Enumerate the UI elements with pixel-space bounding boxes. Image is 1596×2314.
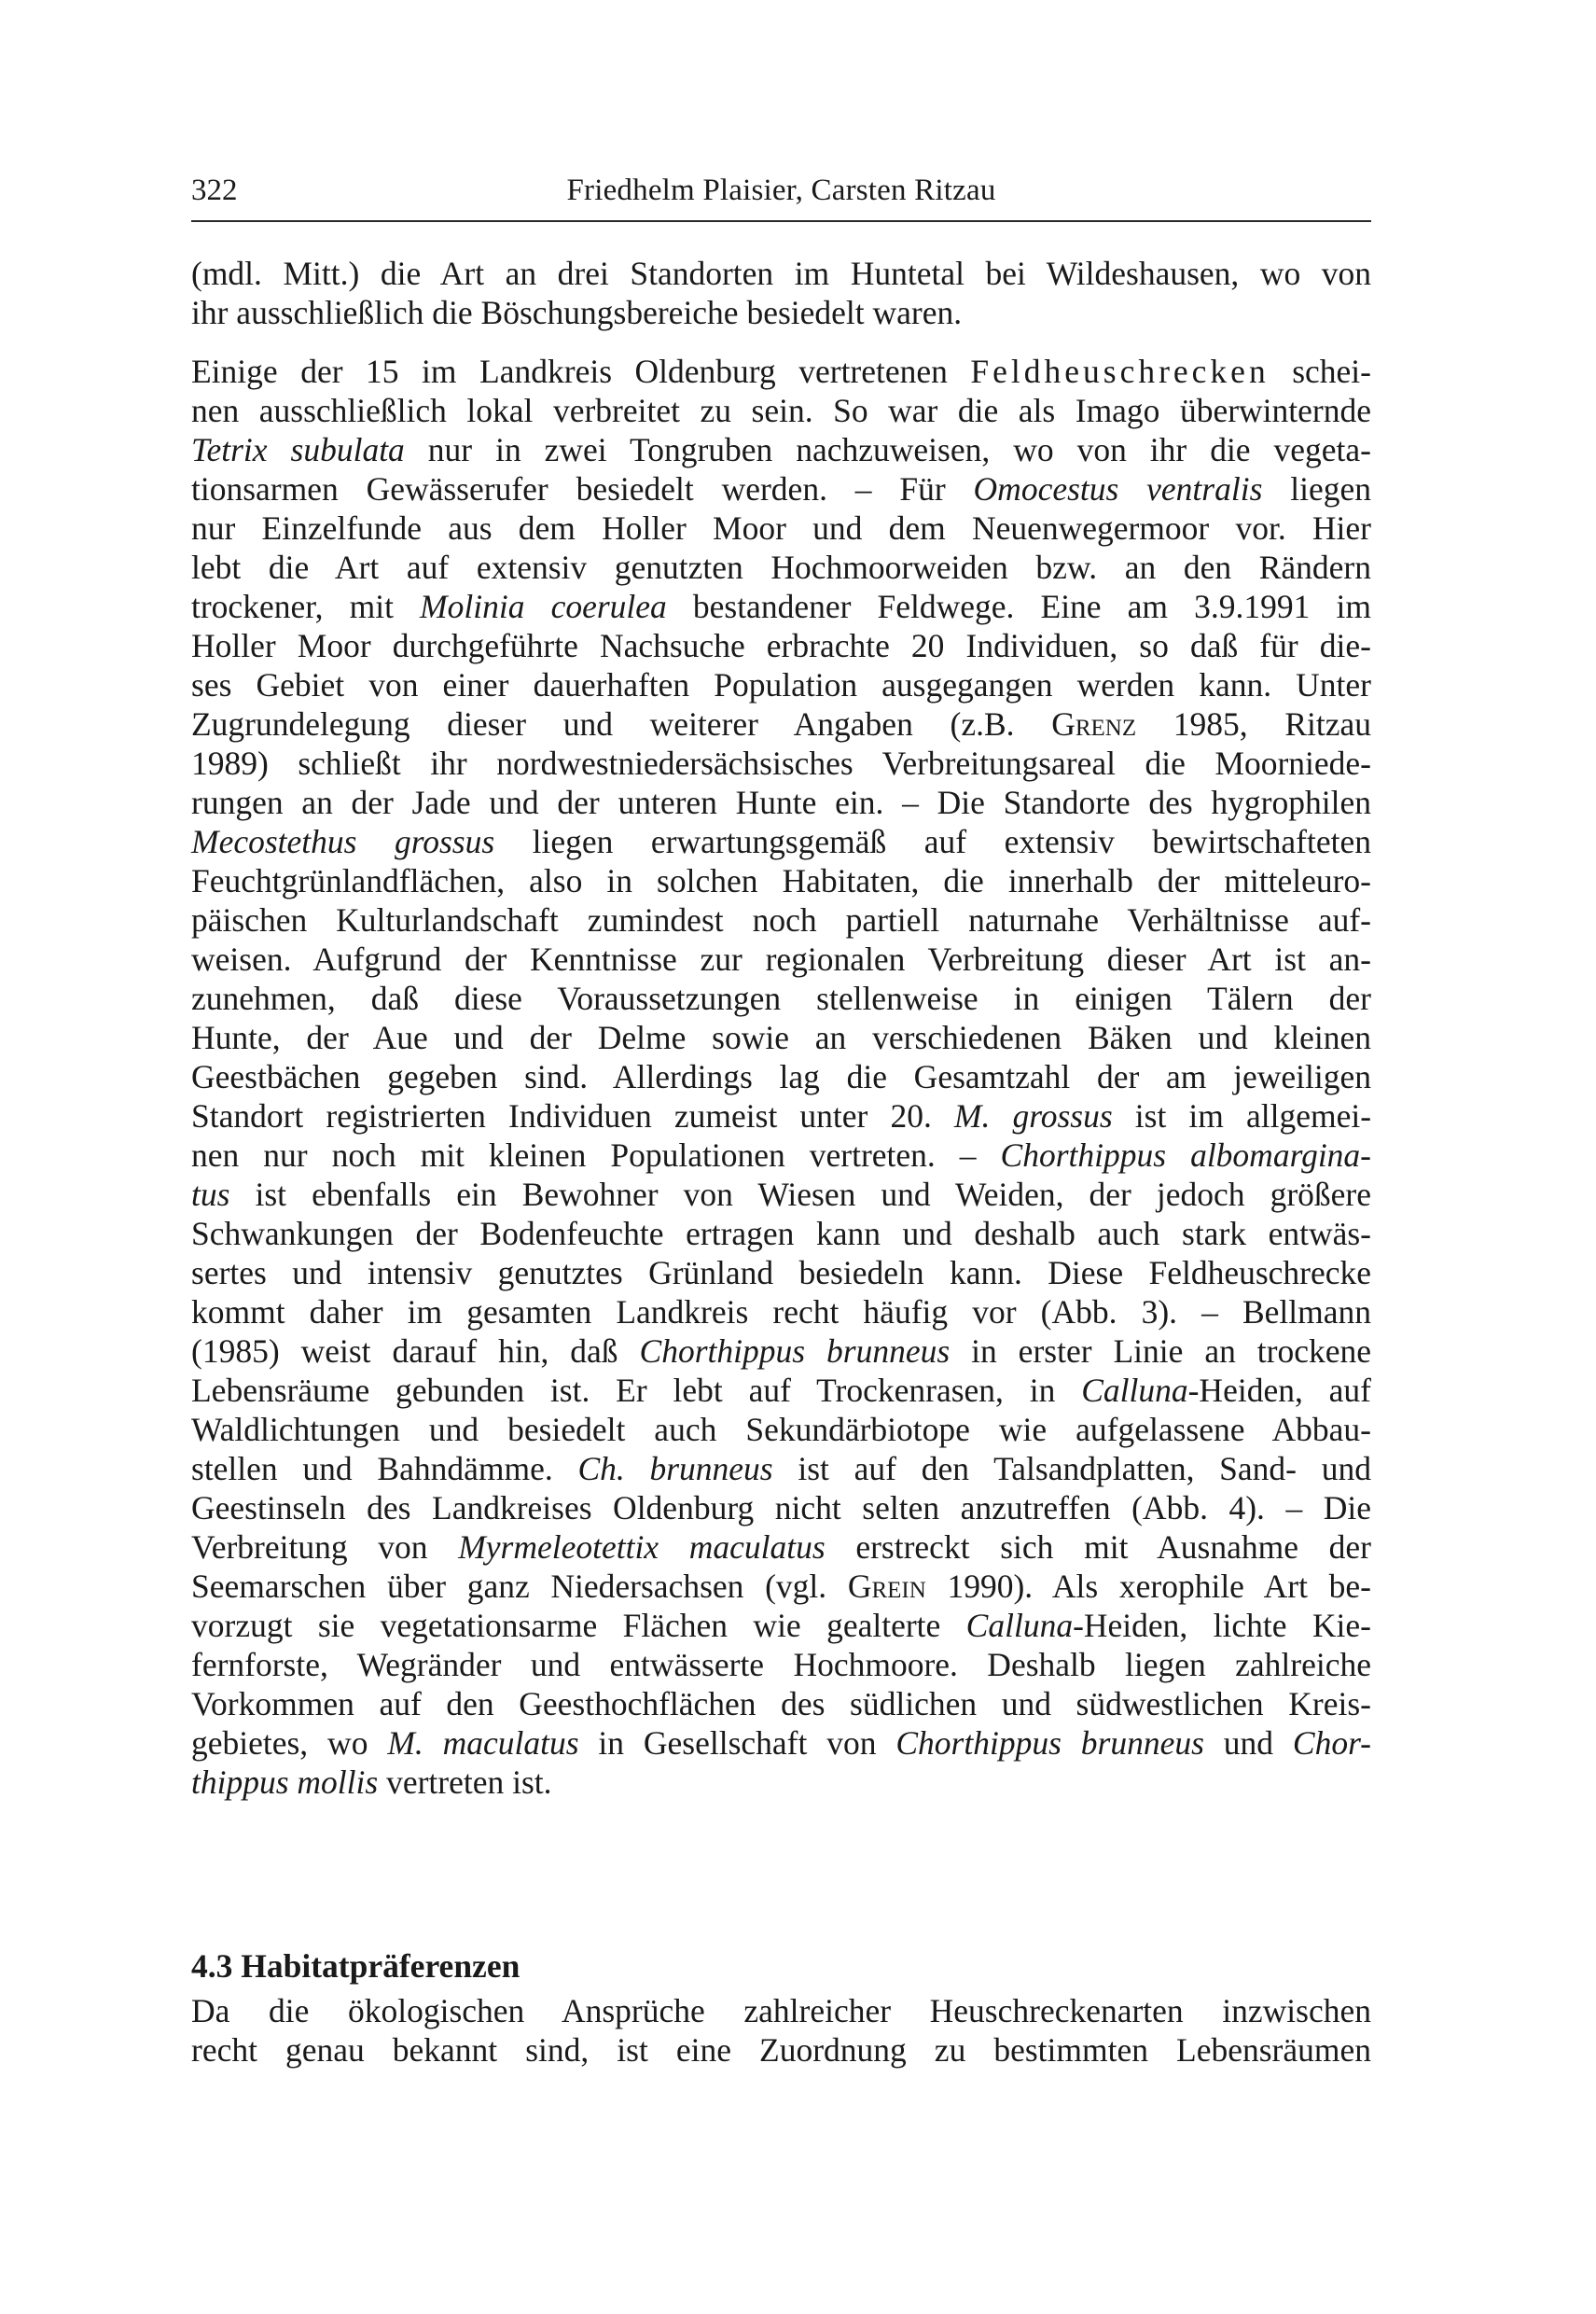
text-line: Einige der 15 im Landkreis Oldenburg vertretenen Feldheuschrecken schei-	[191, 353, 1371, 390]
text-line: 1989) schließt ihr nordwestniedersächsisches Verbreitungsareal die Moorniede-	[191, 745, 1371, 782]
text-line: (mdl. Mitt.) die Art an drei Standorten im Huntetal bei Wildeshausen, wo von	[191, 255, 1371, 292]
text-line: nen ausschließlich lokal verbreitet zu sein. So war die als Imago überwinternde	[191, 392, 1371, 429]
text-line: ses Gebiet von einer dauerhaften Population ausgegangen werden kann. Unter	[191, 666, 1371, 704]
text-line: ihr ausschließlich die Böschungsbereiche besiedelt waren.	[191, 294, 963, 331]
text-line: Zugrundelegung dieser und weiterer Angaben (z.B. Grenz 1985, Ritzau	[191, 705, 1372, 743]
paragraph-1	[191, 254, 1371, 332]
text-line: Geestbächen gegeben sind. Allerdings lag die Gesamtzahl der am jeweiligen	[191, 1058, 1371, 1095]
text-line: thippus mollis vertreten ist.	[191, 1763, 552, 1801]
text-line: Schwankungen der Bodenfeuchte ertragen kann und deshalb auch stark entwäs-	[191, 1215, 1371, 1252]
text-line: Standort registrierten Individuen zumeist unter 20. M. grossus ist im allgemei-	[191, 1097, 1372, 1135]
text-line: Seemarschen über ganz Niedersachsen (vgl. Grein 1990). Als xerophile Art be-	[191, 1568, 1371, 1605]
header-rule	[191, 220, 1371, 222]
paragraph-2	[191, 352, 1371, 1802]
text-line: Vorkommen auf den Geesthochflächen des südlichen und südwestlichen Kreis-	[191, 1685, 1371, 1722]
text-line: gebietes, wo M. maculatus in Gesellschaft von Chorthippus brunneus und Chor-	[191, 1724, 1371, 1762]
text-line: zunehmen, daß diese Voraussetzungen stellenweise in einigen Tälern der	[191, 980, 1371, 1017]
text-line: Hunte, der Aue und der Delme sowie an verschiedenen Bäken und kleinen	[191, 1019, 1371, 1056]
text-line: Lebensräume gebunden ist. Er lebt auf Trockenrasen, in Calluna-Heiden, auf	[191, 1372, 1371, 1409]
section-heading: 4.3 Habitatpräferenzen	[191, 1947, 520, 1985]
text-line: Mecostethus grossus liegen erwartungsgemäß auf extensiv bewirtschafteten	[191, 823, 1371, 860]
text-line: Verbreitung von Myrmeleotettix maculatus erstreckt sich mit Ausnahme der	[191, 1528, 1371, 1566]
running-head: Friedhelm Plaisier, Carsten Ritzau	[566, 174, 996, 207]
body-text	[191, 254, 1371, 1802]
page-number: 322	[191, 174, 238, 207]
text-line: Tetrix subulata nur in zwei Tongruben nachzuweisen, wo von ihr die vegeta-	[191, 431, 1371, 468]
text-line: Geestinseln des Landkreises Oldenburg nicht selten anzutreffen (Abb. 4). – Die	[191, 1489, 1371, 1526]
text-line: nen nur noch mit kleinen Populationen vertreten. – Chorthippus albomargina-	[191, 1136, 1371, 1174]
text-line: tus ist ebenfalls ein Bewohner von Wiesen und Weiden, der jedoch größere	[191, 1176, 1371, 1213]
text-line: fernforste, Wegränder und entwässerte Hochmoore. Deshalb liegen zahlreiche	[191, 1646, 1371, 1683]
text-line: Da die ökologischen Ansprüche zahlreicher Heuschreckenarten inzwischen	[191, 1992, 1371, 2029]
text-line: nur Einzelfunde aus dem Holler Moor und dem Neuenwegermoor vor. Hier	[191, 509, 1371, 547]
paragraph-3	[191, 1991, 1371, 2070]
text-line: Holler Moor durchgeführte Nachsuche erbrachte 20 Individuen, so daß für die-	[191, 627, 1371, 664]
text-line: vorzugt sie vegetationsarme Flächen wie gealterte Calluna-Heiden, lichte Kie-	[191, 1607, 1371, 1644]
text-line: rungen an der Jade und der unteren Hunte ein. – Die Standorte des hygrophilen	[191, 784, 1371, 821]
text-line: recht genau bekannt sind, ist eine Zuordnung zu bestimmten Lebensräumen	[191, 2031, 1371, 2069]
text-line: tionsarmen Gewässerufer besiedelt werden. – Für Omocestus ventralis liegen	[191, 470, 1371, 508]
text-line: trockener, mit Molinia coerulea bestandener Feldwege. Eine am 3.9.1991 im	[191, 588, 1371, 625]
text-line: lebt die Art auf extensiv genutzten Hochmoorweiden bzw. an den Rändern	[191, 549, 1371, 586]
page-header	[191, 174, 1371, 220]
text-line: (1985) weist darauf hin, daß Chorthippus brunneus in erster Linie an trockene	[191, 1332, 1372, 1370]
text-line: Waldlichtungen und besiedelt auch Sekundärbiotope wie aufgelassene Abbau-	[191, 1411, 1371, 1448]
text-line: sertes und intensiv genutztes Grünland besiedeln kann. Diese Feldheuschrecke	[191, 1254, 1371, 1291]
text-line: päischen Kulturlandschaft zumindest noch partiell naturnahe Verhältnisse auf-	[191, 901, 1371, 939]
text-line: Feuchtgrünlandflächen, also in solchen Habitaten, die innerhalb der mitteleuro-	[191, 862, 1371, 899]
text-line: kommt daher im gesamten Landkreis recht häufig vor (Abb. 3). – Bellmann	[191, 1293, 1371, 1331]
text-line: stellen und Bahndämme. Ch. brunneus ist auf den Talsandplatten, Sand- und	[191, 1450, 1371, 1487]
text-line: weisen. Aufgrund der Kenntnisse zur regionalen Verbreitung dieser Art ist an-	[191, 941, 1371, 978]
